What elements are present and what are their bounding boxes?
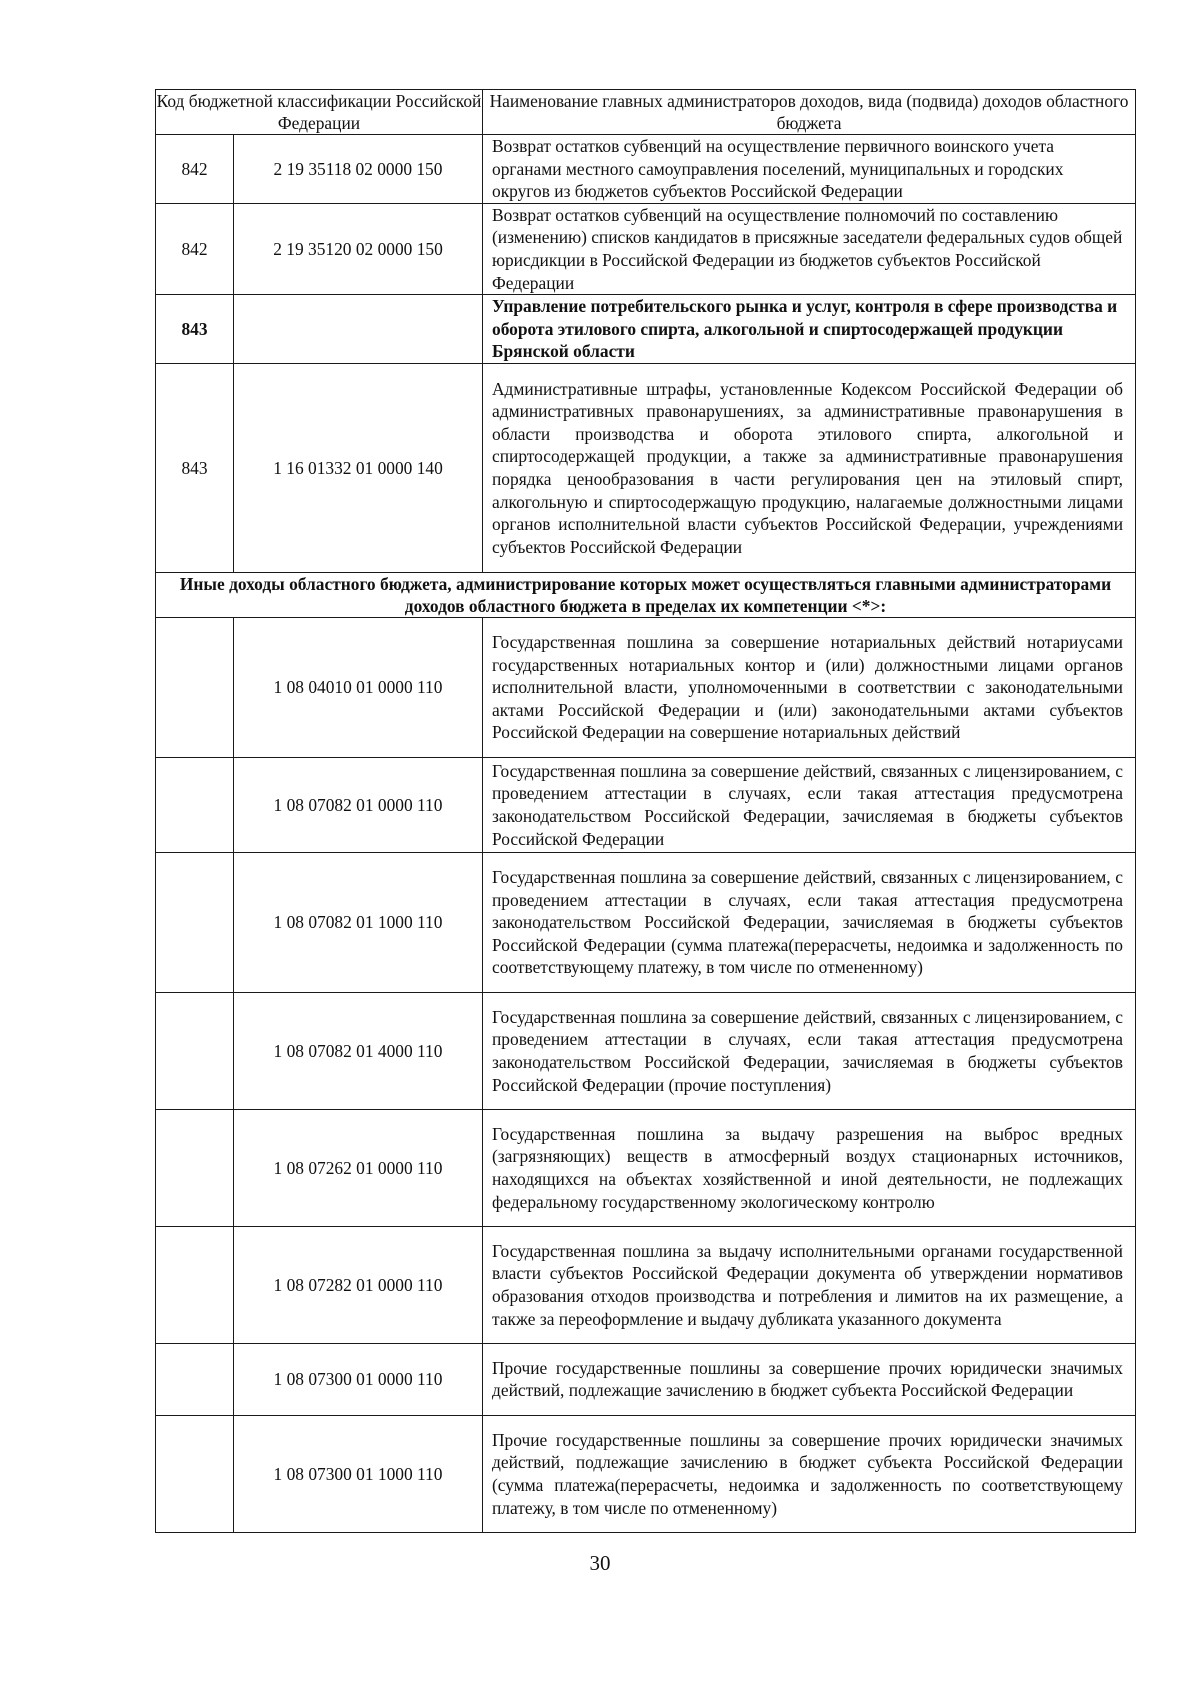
table-row-administrator xyxy=(156,295,1136,364)
admin-code-cell: 842 xyxy=(156,135,234,204)
revenue-name-cell: Прочие государственные пошлины за совершение прочих юридически значимых действий, подлежащие зачислению в бюджет субъекта Российской Федерации (сумма платежа(перерасчеты, недоимка и задолженность по соответствующему платежу, в том числе по отмененному) xyxy=(483,1415,1136,1532)
section-heading-row xyxy=(156,572,1136,617)
budget-code-cell: 1 08 07300 01 1000 110 xyxy=(234,1415,483,1532)
revenue-name-cell: Возврат остатков субвенций на осуществление полномочий по составлению (изменению) списков кандидатов в присяжные заседатели федеральных судов общей юрисдикции в Российской Федерации из бюджетов субъектов Российской Федерации xyxy=(483,203,1136,294)
table-row xyxy=(156,1226,1136,1343)
admin-code-cell xyxy=(156,1109,234,1226)
budget-code-cell: 1 16 01332 01 0000 140 xyxy=(234,363,483,572)
table-row xyxy=(156,1415,1136,1532)
revenue-name-cell: Государственная пошлина за совершение нотариальных действий нотариусами государственных нотариальных контор и (или) должностными лицами органов исполнительной власти, уполномоченными в соответствии с законодательными актами Российской Федерации и (или) законодательными актами субъектов Российской Федерации на совершение нотариальных действий xyxy=(483,617,1136,757)
budget-code-cell: 1 08 04010 01 0000 110 xyxy=(234,617,483,757)
revenue-name-cell: Административные штрафы, установленные Кодексом Российской Федерации об административных правонарушениях, за административные правонарушения в области производства и оборота этилового спирта, алкогольной и спиртосодержащей продукции, а также за административные правонарушения порядка ценообразования в части регулирования цен на этиловый спирт, алкогольную и спиртосодержащую продукцию, налагаемые должностными лицами органов исполнительной власти субъектов Российской Федерации, учреждениями субъектов Российской Федерации xyxy=(483,363,1136,572)
section-heading: Иные доходы областного бюджета, администрирование которых может осуществляться главными администраторами доходов областного бюджета в пределах их компетенции <*>: xyxy=(156,572,1136,617)
table-row xyxy=(156,852,1136,992)
admin-code-cell xyxy=(156,1343,234,1415)
budget-code-cell xyxy=(234,295,483,364)
table-row xyxy=(156,203,1136,294)
budget-code-cell: 2 19 35118 02 0000 150 xyxy=(234,135,483,204)
page-number: 30 xyxy=(589,1551,611,1575)
admin-code-cell xyxy=(156,1226,234,1343)
budget-code-cell: 1 08 07082 01 0000 110 xyxy=(234,757,483,852)
table-row xyxy=(156,1343,1136,1415)
table-row xyxy=(156,1109,1136,1226)
revenue-name-cell: Возврат остатков субвенций на осуществление первичного воинского учета органами местного самоуправления поселений, муниципальных и городских округов из бюджетов субъектов Российской Федерации xyxy=(483,135,1136,204)
table-row xyxy=(156,992,1136,1109)
revenue-name-cell: Государственная пошлина за выдачу исполнительными органами государственной власти субъектов Российской Федерации документа об утверждении нормативов образования отходов производства и потребления и лимитов на их размещение, а также за переоформление и выдачу дубликата указанного документа xyxy=(483,1226,1136,1343)
revenue-name-cell: Государственная пошлина за совершение действий, связанных с лицензированием, с проведением аттестации в случаях, если такая аттестация предусмотрена законодательством Российской Федерации, зачисляемая в бюджеты субъектов Российской Федерации (прочие поступления) xyxy=(483,992,1136,1109)
admin-code-cell: 843 xyxy=(156,295,234,364)
table-row xyxy=(156,363,1136,572)
table-row xyxy=(156,757,1136,852)
admin-code-cell xyxy=(156,992,234,1109)
budget-code-cell: 2 19 35120 02 0000 150 xyxy=(234,203,483,294)
admin-code-cell xyxy=(156,617,234,757)
admin-code-cell: 842 xyxy=(156,203,234,294)
revenue-name-cell: Прочие государственные пошлины за совершение прочих юридически значимых действий, подлежащие зачислению в бюджет субъекта Российской Федерации xyxy=(483,1343,1136,1415)
revenue-name-cell: Государственная пошлина за выдачу разрешения на выброс вредных (загрязняющих) веществ в атмосферный воздух стационарных источников, находящихся на объектах хозяйственной и иной деятельности, не подлежащих федеральному государственному экологическому контролю xyxy=(483,1109,1136,1226)
header-code-column: Код бюджетной классификации Российской Федерации xyxy=(156,91,482,133)
budget-code-cell: 1 08 07082 01 4000 110 xyxy=(234,992,483,1109)
budget-code-cell: 1 08 07300 01 0000 110 xyxy=(234,1343,483,1415)
revenue-name-cell: Государственная пошлина за совершение действий, связанных с лицензированием, с проведением аттестации в случаях, если такая аттестация предусмотрена законодательством Российской Федерации, зачисляемая в бюджеты субъектов Российской Федерации xyxy=(483,757,1136,852)
admin-code-cell: 843 xyxy=(156,363,234,572)
administrator-name-cell: Управление потребительского рынка и услуг, контроля в сфере производства и оборота этилового спирта, алкогольной и спиртосодержащей продукции Брянской области xyxy=(483,295,1136,364)
table-header-row xyxy=(156,90,1136,135)
revenue-classification-table xyxy=(155,89,1136,1533)
admin-code-cell xyxy=(156,757,234,852)
budget-code-cell: 1 08 07262 01 0000 110 xyxy=(234,1109,483,1226)
budget-code-cell: 1 08 07282 01 0000 110 xyxy=(234,1226,483,1343)
table-row xyxy=(156,617,1136,757)
admin-code-cell xyxy=(156,852,234,992)
revenue-name-cell: Государственная пошлина за совершение действий, связанных с лицензированием, с проведением аттестации в случаях, если такая аттестация предусмотрена законодательством Российской Федерации, зачисляемая в бюджеты субъектов Российской Федерации (сумма платежа(перерасчеты, недоимка и задолженность по соответствующему платежу, в том числе по отмененному) xyxy=(483,852,1136,992)
table-row xyxy=(156,135,1136,204)
budget-code-cell: 1 08 07082 01 1000 110 xyxy=(234,852,483,992)
header-name-column: Наименование главных администраторов доходов, вида (подвида) доходов областного бюджета xyxy=(483,90,1136,135)
admin-code-cell xyxy=(156,1415,234,1532)
